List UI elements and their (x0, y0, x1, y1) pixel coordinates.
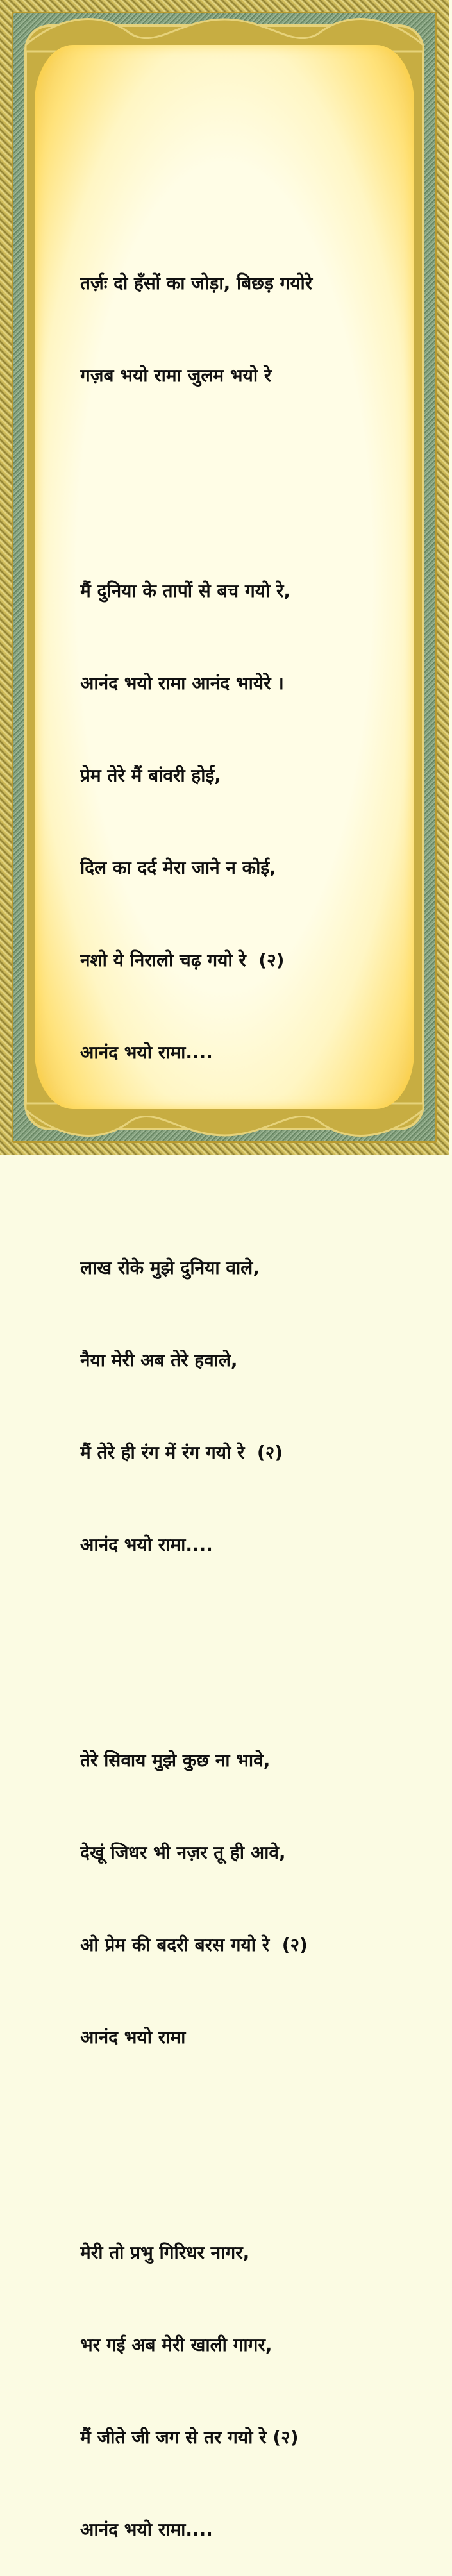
lyric-line: मेरी तो प्रभु गिरिधर नागर, (80, 2242, 250, 2263)
lyric-line: मैं तेरे ही रंग में रंग गयो रे (२) (80, 1442, 283, 1463)
bhajan-lyrics (80, 206, 401, 2576)
bhajan-title: गज़ब भयो रामा जुलम भयो रे (80, 365, 272, 386)
stanza-gap (80, 1130, 401, 1160)
lyric-line: आनंद भयो रामा.... (80, 2519, 213, 2540)
lyric-line: भर गई अब मेरी खाली गागर, (80, 2334, 272, 2355)
lyric-line: देखूं जिधर भी नज़र तू ही आवे, (80, 1842, 286, 1863)
lyric-line: मैं जीते जी जग से तर गयो रे (२) (80, 2427, 299, 2448)
lyric-line: तेरे सिवाय मुझे कुछ ना भावे, (80, 1750, 271, 1771)
lyric-line: नैया मेरी अब तेरे हवाले, (80, 1350, 238, 1371)
lyric-line: दिल का दर्द मेरा जाने न कोई, (80, 857, 276, 878)
lyric-line: ओ प्रेम की बदरी बरस गयो रे (२) (80, 1934, 308, 1955)
lyric-line: लाख रोके मुझे दुनिया वाले, (80, 1257, 260, 1278)
lyric-line: नशो ये निरालो चढ़ गयो रे (२) (80, 949, 285, 971)
lyric-line: आनंद भयो रामा (80, 2027, 186, 2048)
stanza-gap (80, 2114, 401, 2145)
lyric-line: आनंद भयो रामा.... (80, 1042, 213, 1063)
outer-strip (449, 0, 452, 1155)
stanza-gap (80, 453, 401, 483)
tarz-line: तर्ज़ः दो हँसों का जोड़ा, बिछड़ गयोरे (80, 272, 313, 294)
stanza-gap (80, 1622, 401, 1653)
lyric-line: आनंद भयो रामा आनंद भायेरे । (80, 673, 284, 694)
lyric-line: आनंद भयो रामा.... (80, 1534, 213, 1555)
lyric-line: मैं दुनिया के तापों से बच गयो रे, (80, 580, 291, 601)
lyric-line: प्रेम तेरे मैं बांवरी होई, (80, 765, 221, 786)
